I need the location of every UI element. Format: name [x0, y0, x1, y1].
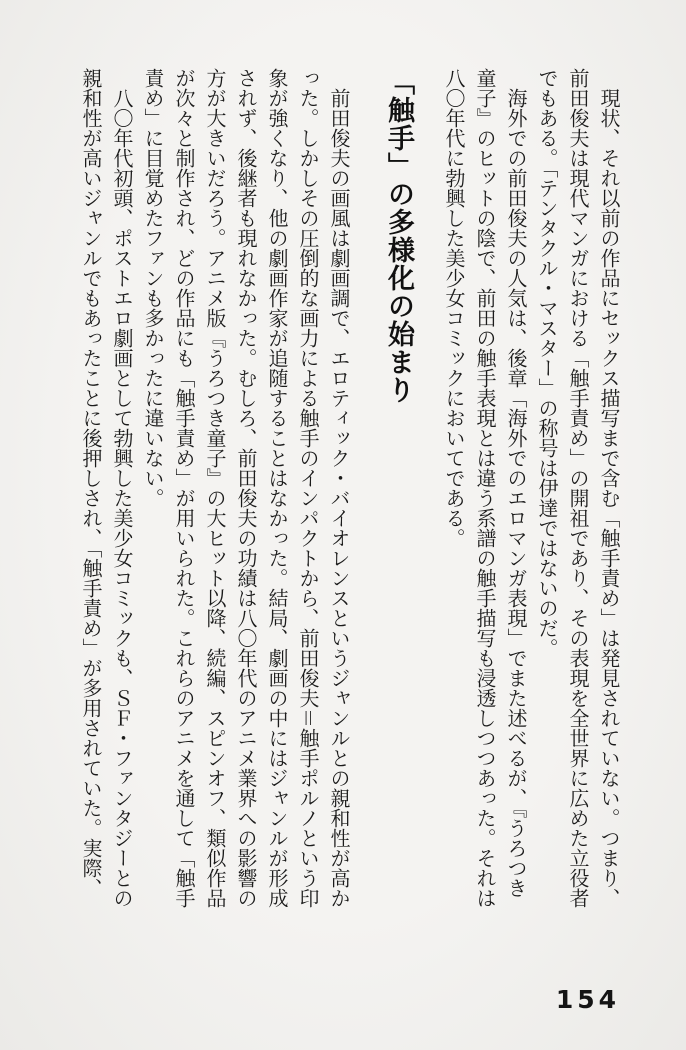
intro-paragraph-1: 現状、それ以前の作品にセックス描写まで含む「触手責め」は発見されていない。つまり、前田俊夫は現代マンガにおける「触手責め」の開祖であり、その表現を全世界に広めた立役者でもある。「テンタクル・マスター」の称号は伊達ではないのだ。 — [535, 68, 621, 908]
section-paragraph-2: 八〇年代初頭、ポストエロ劇画として勃興した美少女コミックも、ＳＦ・ファンタジーとの親和性が高いジャンルでもあったことに後押しされ、「触手責め」が多用されていた。実際、 — [79, 68, 134, 908]
page-number: 154 — [555, 985, 620, 1014]
intro-paragraph-2: 海外での前田俊夫の人気は、後章「海外でのエロマンガ表現」でまた述べるが、『うろつき童子』のヒットの陰で、前田の触手表現とは違う系譜の触手描写も浸透しつつあった。それは八〇年代に勃興した美少女コミックにおいてである。 — [442, 68, 528, 908]
section-paragraph-1: 前田俊夫の画風は劇画調で、エロティック・バイオレンスというジャンルとの親和性が高かった。しかしその圧倒的な画力による触手のインパクトから、前田俊夫＝触手ポルノという印象が強くなり、他の劇画作家が追随することはなかった。結局、劇画の中にはジャンルが形成されず、後継者も現れなかった。むしろ、前田俊夫の功績は八〇年代のアニメ業界への影響の方が大きいだろう。アニメ版『うろつき童子』の大ヒット以降、続編、スピンオフ、類似作品が次々と制作され、どの作品にも「触手責め」が用いられた。これらのアニメを通して「触手責め」に目覚めたファンも多かったに違いない。 — [141, 68, 351, 908]
vertical-text-block — [75, 68, 624, 912]
section-heading: 「触手」の多様化の始まり — [383, 68, 414, 404]
